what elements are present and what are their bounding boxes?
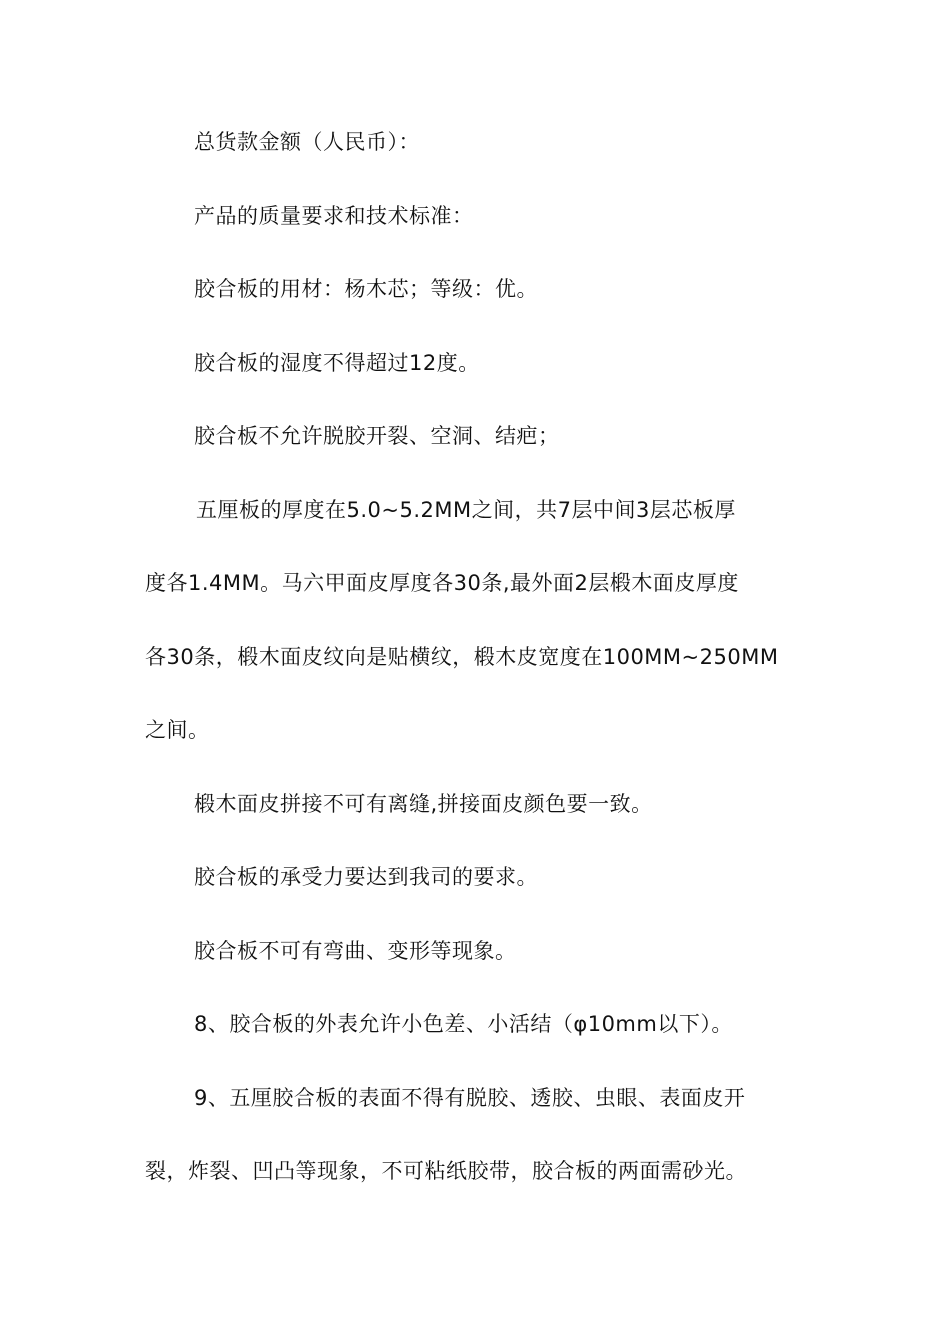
text-line-item-8: 8、胶合板的外表允许小色差、小活结（φ10mm以下）。	[194, 1012, 733, 1036]
text-line-thickness-4: 之间。	[145, 718, 210, 742]
text-line-quality-standard: 产品的质量要求和技术标准：	[194, 203, 474, 228]
text-line-veneer-joint: 椴木面皮拼接不可有离缝,拼接面皮颜色要一致。	[194, 791, 653, 816]
text-line-humidity: 胶合板的湿度不得超过12度。	[194, 350, 480, 375]
document-body	[145, 130, 810, 1233]
text-line-total-amount: 总货款金额（人民币）：	[194, 130, 420, 154]
text-line-thickness-1: 五厘板的厚度在5.0~5.2MM之间，共7层中间3层芯板厚	[196, 497, 736, 522]
text-line-material: 胶合板的用材：杨木芯；等级：优。	[194, 277, 538, 301]
text-line-thickness-3: 各30条，椴木面皮纹向是贴横纹，椴木皮宽度在100MM~250MM	[145, 644, 779, 669]
text-line-bending: 胶合板不可有弯曲、变形等现象。	[194, 938, 517, 963]
text-line-defects: 胶合板不允许脱胶开裂、空洞、结疤；	[194, 424, 560, 448]
text-line-bearing: 胶合板的承受力要达到我司的要求。	[194, 865, 538, 889]
text-line-thickness-2: 度各1.4MM。马六甲面皮厚度各30条,最外面2层椴木面皮厚度	[145, 571, 739, 595]
text-line-item-9-1: 9、五厘胶合板的表面不得有脱胶、透胶、虫眼、表面皮开	[194, 1085, 746, 1110]
text-line-item-9-2: 裂，炸裂、凹凸等现象，不可粘纸胶带，胶合板的两面需砂光。	[145, 1159, 747, 1183]
